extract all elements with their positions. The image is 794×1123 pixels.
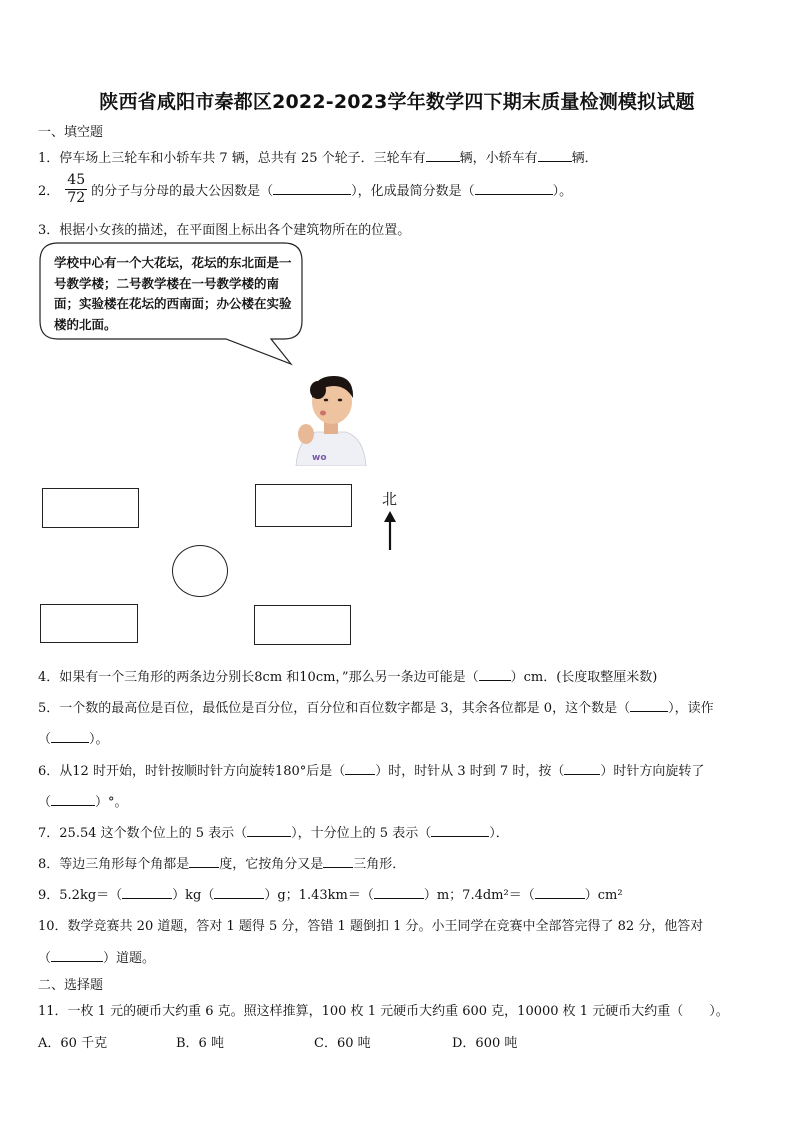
question-6-text-e: ）°。 — [95, 795, 128, 810]
flower-bed-circle — [172, 545, 228, 597]
answer-blank[interactable] — [51, 730, 89, 743]
question-6-text-b: ）时，时针从 3 时到 7 时，按（ — [375, 764, 565, 779]
question-2-number: 2． — [38, 184, 60, 199]
option-a[interactable]: A．60 千克 — [38, 1036, 108, 1051]
question-5-text-b: ），读作 — [668, 701, 714, 716]
question-4-text-b: ）cm．(长度取整厘米数) — [510, 670, 658, 685]
question-4-text-a: 4．如果有一个三角形的两条边分别长8cm 和10cm，”那么另一条边可能是（ — [38, 670, 479, 685]
option-d[interactable]: D．600 吨 — [452, 1036, 518, 1051]
question-10-text-b: （ — [38, 951, 52, 966]
answer-blank[interactable] — [214, 886, 264, 899]
answer-blank[interactable] — [630, 699, 668, 712]
question-8-text-c: 三角形． — [353, 857, 406, 872]
building-box-northeast[interactable] — [255, 484, 352, 527]
question-5-text-c: （ — [38, 732, 52, 747]
question-8-text-a: 8．等边三角形每个角都是 — [38, 857, 190, 872]
question-6-text-a: 6．从12 时开始，时针按顺时针方向旋转180°后是（ — [38, 764, 346, 779]
fraction-numerator: 45 — [67, 172, 86, 188]
question-6-line-2 — [38, 791, 128, 810]
answer-blank[interactable] — [475, 182, 553, 195]
answer-blank[interactable] — [564, 762, 600, 775]
answer-blank[interactable] — [431, 824, 489, 837]
section-heading-fill: 一、填空题 — [38, 125, 104, 140]
question-9-text-e: ）cm² — [584, 888, 623, 903]
question-10-line-2 — [38, 947, 155, 966]
page-title: 陕西省咸阳市秦都区2022-2023学年数学四下期末质量检测模拟试题 — [99, 91, 695, 113]
question-3: 3．根据小女孩的描述，在平面图上标出各个建筑物所在的位置。 — [38, 223, 411, 238]
building-box-southwest[interactable] — [40, 604, 138, 643]
question-1-text-a: 1．停车场上三轮车和小轿车共 7 辆，总共有 25 个轮子．三轮车有 — [38, 151, 426, 166]
building-box-southeast[interactable] — [254, 605, 351, 645]
question-8 — [38, 853, 405, 872]
question-6-text-d: （ — [38, 795, 52, 810]
answer-blank[interactable] — [479, 668, 511, 681]
north-label: 北 — [382, 490, 398, 508]
question-11: 11．一枚 1 元的硬币大约重 6 克。照这样推算，100 枚 1 元硬币大约重 600 克，10000 枚 1 元硬币大约重（ ）。 — [38, 1004, 729, 1019]
answer-blank[interactable] — [426, 149, 460, 162]
answer-blank[interactable] — [51, 793, 95, 806]
question-5-text-d: ）。 — [89, 732, 109, 747]
svg-text:wo: wo — [312, 453, 327, 463]
question-5-line-2 — [38, 728, 109, 747]
answer-blank[interactable] — [538, 149, 572, 162]
question-7-text-c: ）． — [489, 826, 509, 841]
fraction — [65, 172, 87, 207]
option-c[interactable]: C．60 吨 — [314, 1036, 371, 1051]
question-9 — [38, 884, 623, 903]
question-1-text-c: 辆． — [571, 151, 598, 166]
section-heading-choice: 二、选择题 — [38, 978, 104, 993]
question-9-text-d: ）m；7.4dm²＝（ — [423, 888, 535, 903]
answer-blank[interactable] — [374, 886, 424, 899]
question-9-text-b: ）kg（ — [172, 888, 215, 903]
question-7-text-a: 7．25.54 这个数个位上的 5 表示（ — [38, 826, 248, 841]
child-illustration — [290, 372, 370, 466]
question-5-text-a: 5．一个数的最高位是百位，最低位是百分位，百分位和百位数字都是 3，其余各位都是 0，这个数是（ — [38, 701, 631, 716]
building-box-northwest[interactable] — [42, 488, 139, 528]
question-1-text-b: 辆，小轿车有 — [459, 151, 538, 166]
speech-bubble-text: 学校中心有一个大花坛，花坛的东北面是一号教学楼；二号教学楼在一号教学楼的南面；实验楼在花坛的西南面；办公楼在实验楼的北面。 — [54, 255, 292, 332]
question-9-text-a: 9．5.2kg＝（ — [38, 888, 123, 903]
fraction-denominator: 72 — [67, 190, 86, 206]
question-6 — [38, 760, 704, 779]
question-9-text-c: ）g；1.43km＝（ — [264, 888, 374, 903]
question-2 — [38, 172, 572, 207]
question-2-text-c: ）。 — [552, 184, 573, 199]
answer-blank[interactable] — [345, 762, 375, 775]
question-5 — [38, 697, 714, 716]
answer-blank[interactable] — [51, 949, 103, 962]
answer-blank[interactable] — [189, 855, 219, 868]
question-2-text-a: 的分子与分母的最大公因数是（ — [91, 184, 274, 199]
answer-blank[interactable] — [247, 824, 291, 837]
question-2-text-b: ），化成最简分数是（ — [351, 184, 475, 199]
question-7-text-b: ），十分位上的 5 表示（ — [291, 826, 432, 841]
question-10: 10．数学竞赛共 20 道题，答对 1 题得 5 分，答错 1 题倒扣 1 分。小王同学在竞赛中全部答完得了 82 分，他答对 — [38, 919, 704, 934]
question-4 — [38, 666, 657, 685]
north-arrow-icon — [381, 510, 399, 552]
question-7 — [38, 822, 509, 841]
question-1 — [38, 147, 598, 166]
option-b[interactable]: B．6 吨 — [176, 1036, 224, 1051]
answer-blank[interactable] — [323, 855, 353, 868]
answer-blank[interactable] — [535, 886, 585, 899]
question-8-text-b: 度，它按角分又是 — [219, 857, 324, 872]
question-10-text-c: ）道题。 — [103, 951, 156, 966]
answer-blank[interactable] — [273, 182, 351, 195]
question-6-text-c: ）时针方向旋转了 — [600, 764, 705, 779]
answer-blank[interactable] — [122, 886, 172, 899]
